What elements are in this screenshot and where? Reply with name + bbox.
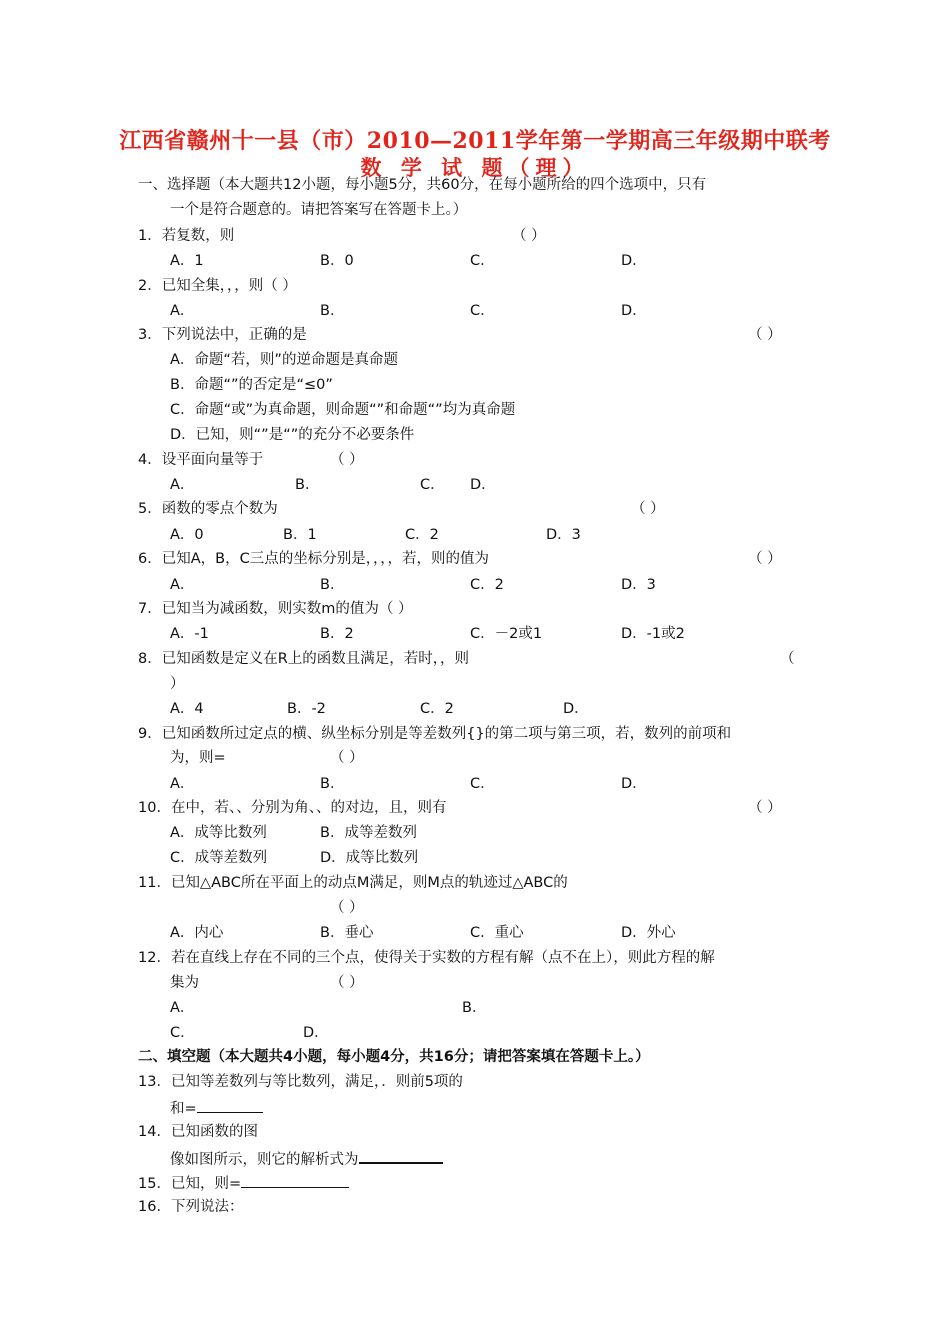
q11-option-d: D．外心 [621,925,676,941]
q15-row [138,1173,349,1193]
q15-answer-blank[interactable] [241,1173,349,1188]
q3-answer-paren: （ ） [748,327,782,343]
q1-option-a: A．1 [170,253,204,269]
q1-option-c: C． [470,253,495,269]
q12-option-d: D． [303,1025,329,1041]
q7-option-d: D．-1或2 [621,626,685,642]
q5-option-c: C．2 [405,527,439,543]
q13-stem-cont [170,1098,263,1118]
q8-answer-paren-close: ） [170,676,185,692]
exam-title-line2: 数 学 试 题（理） [360,155,590,180]
q9-option-c: C． [470,776,495,792]
q6-option-b: B． [320,577,345,593]
q5-stem: 5．函数的零点个数为 [138,501,278,517]
q6-option-d: D．3 [621,577,656,593]
q2-stem: 2．已知全集，，，则（ ） [138,278,297,294]
q12-stem: 12．若在直线上存在不同的三个点，使得关于实数的方程有解（点不在上），则此方程的解 [138,950,715,966]
q7-option-a: A．-1 [170,626,209,642]
q9-stem-cont: 为，则= [170,750,226,766]
q3-option-a: A．命题“若，则”的逆命题是真命题 [170,352,398,368]
q14-answer-blank[interactable] [359,1148,443,1164]
q13-stem: 13．已知等差数列与等比数列，满足，．则前5项的 [138,1074,463,1090]
q4-option-b: B． [295,477,320,493]
q4-option-a: A． [170,477,195,493]
q12-option-c: C． [170,1025,195,1041]
q7-stem: 7．已知当为减函数，则实数m的值为（ ） [138,601,413,617]
q11-option-a: A．内心 [170,925,224,941]
q4-option-d: D． [470,477,496,493]
q4-stem: 4．设平面向量等于 [138,452,264,468]
q8-option-b: B．-2 [287,701,326,717]
section1-heading-cont: 一个是符合题意的。请把答案写在答题卡上。） [170,202,468,218]
q12-stem-cont: 集为 [170,975,199,991]
q15-stem: 15．已知，则= [138,1176,242,1192]
q10-option-a: A．成等比数列 [170,825,267,841]
q14-stem-cont [170,1148,443,1169]
q8-option-d: D． [563,701,589,717]
q9-option-d: D． [621,776,647,792]
q10-answer-paren: （ ） [748,800,782,816]
q1-answer-paren: （ ） [512,228,546,244]
q1-stem: 1．若复数，则 [138,228,235,244]
section2-heading: 二、填空题（本大题共4小题，每小题4分，共16分；请把答案填在答题卡上。） [138,1049,650,1065]
q11-option-b: B．垂心 [320,925,374,941]
q5-answer-paren: （ ） [631,501,665,517]
q14-stem-cont-text: 像如图所示，则它的解析式为 [170,1152,359,1168]
q7-option-c: C．－2或1 [470,626,543,642]
q10-option-b: B．成等差数列 [320,825,417,841]
q12-option-b: B． [462,1000,487,1016]
q11-option-c: C．重心 [470,925,524,941]
q2-option-a: A． [170,303,195,319]
q3-option-b: B．命题“”的否定是“≤0” [170,377,333,393]
q5-option-d: D．3 [546,527,581,543]
q9-stem: 9．已知函数所过定点的横、纵坐标分别是等差数列{}的第二项与第三项，若，数列的前项和 [138,726,732,742]
q8-option-a: A．4 [170,701,204,717]
q6-answer-paren: （ ） [748,551,782,567]
q1-option-b: B．0 [320,253,354,269]
q4-option-c: C． [420,477,445,493]
q6-stem: 6．已知A，B，C三点的坐标分别是，，，，若，则的值为 [138,551,489,567]
q2-option-b: B． [320,303,345,319]
q2-option-c: C． [470,303,495,319]
q10-option-c: C．成等差数列 [170,850,268,866]
exam-title-line1: 江西省赣州十一县（市）2010—2011学年第一学期高三年级期中联考 [119,128,831,154]
q5-option-b: B．1 [283,527,317,543]
q8-stem: 8．已知函数是定义在R上的函数且满足，若时，，则 [138,651,470,667]
q5-option-a: A．0 [170,527,204,543]
q10-option-d: D．成等比数列 [320,850,419,866]
q14-stem: 14．已知函数的图 [138,1124,258,1140]
q16-stem: 16．下列说法： [138,1199,244,1215]
q3-stem: 3．下列说法中，正确的是 [138,327,307,343]
q12-answer-paren: （ ） [330,975,364,991]
q10-stem: 10．在中，若、、分别为角、、的对边，且，则有 [138,800,447,816]
q8-answer-paren-open: （ [780,651,795,667]
q11-stem: 11．已知△ABC所在平面上的动点M满足，则M点的轨迹过△ABC的 [138,875,568,891]
q6-option-a: A． [170,577,195,593]
q3-option-d: D．已知，则“”是“”的充分不必要条件 [170,427,415,443]
section1-heading: 一、选择题（本大题共12小题，每小题5分，共60分，在每小题所给的四个选项中，只有 [138,177,707,193]
q2-option-d: D． [621,303,647,319]
q9-option-b: B． [320,776,345,792]
q9-answer-paren: （ ） [330,750,364,766]
q1-option-d: D． [621,253,647,269]
q9-option-a: A． [170,776,195,792]
q13-stem-cont-text: 和= [170,1101,197,1117]
q4-answer-paren: （ ） [330,452,364,468]
q12-option-a: A． [170,1000,195,1016]
q7-option-b: B．2 [320,626,354,642]
q3-option-c: C．命题“或”为真命题，则命题“”和命题“”均为真命题 [170,402,516,418]
q6-option-c: C．2 [470,577,504,593]
q11-answer-paren: （ ） [330,900,364,916]
q13-answer-blank[interactable] [197,1098,263,1113]
q8-option-c: C．2 [420,701,454,717]
